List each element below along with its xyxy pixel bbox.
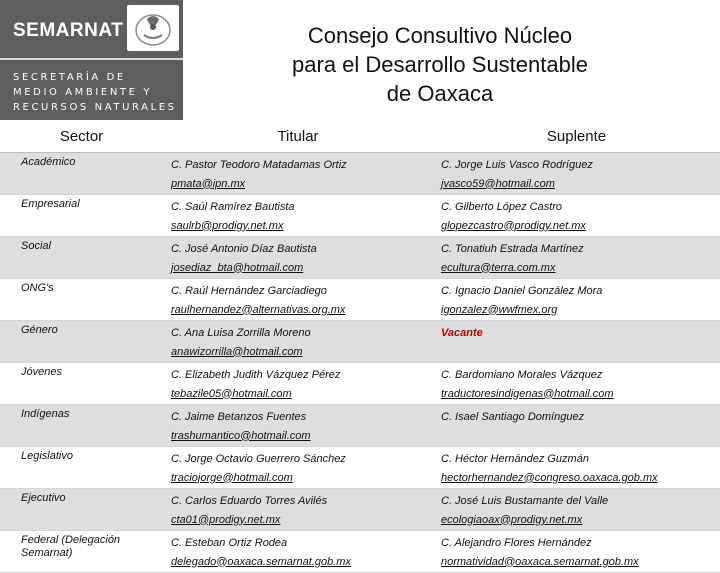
suplente-cell	[433, 194, 720, 236]
table-row	[0, 488, 720, 530]
suplente-name: C. Gilberto López Castro	[441, 200, 563, 213]
suplente-email-link[interactable]: igonzalez@wwfmex.org	[441, 303, 558, 316]
suplente-email-link[interactable]: traductoresindigenas@hotmail.com	[441, 387, 614, 400]
titular-cell	[163, 320, 433, 362]
suplente-name: C. Héctor Hernández Guzmán	[441, 452, 589, 465]
suplente-cell	[433, 404, 720, 446]
titular-name: C. Carlos Eduardo Torres Avilés	[171, 494, 328, 507]
suplente-cell	[433, 362, 720, 404]
suplente-name: C. José Luis Bustamante del Valle	[441, 494, 609, 507]
table-row	[0, 236, 720, 278]
titular-cell	[163, 278, 433, 320]
table-row	[0, 278, 720, 320]
table-row	[0, 530, 720, 572]
table-row	[0, 152, 720, 194]
table-row	[0, 320, 720, 362]
column-header-suplente: Suplente	[433, 121, 720, 152]
suplente-name: C. Isael Santiago Domínguez	[441, 410, 585, 423]
suplente-name: C. Jorge Luis Vasco Rodríguez	[441, 158, 593, 171]
titular-cell	[163, 446, 433, 488]
titular-cell	[163, 236, 433, 278]
suplente-email-link[interactable]: hectorhernandez@congreso.oaxaca.gob.mx	[441, 471, 658, 484]
titular-name: C. Esteban Ortiz Rodea	[171, 536, 288, 549]
table-row	[0, 194, 720, 236]
suplente-name: C. Alejandro Flores Hernández	[441, 536, 592, 549]
table-row	[0, 362, 720, 404]
semarnat-logo	[0, 0, 183, 120]
suplente-email-link[interactable]: jvasco59@hotmail.com	[441, 177, 555, 190]
logo-subtitle-line: MEDIO AMBIENTE Y	[13, 87, 153, 98]
sector-cell: Ejecutivo	[0, 488, 163, 530]
suplente-cell	[433, 488, 720, 530]
suplente-cell	[433, 446, 720, 488]
suplente-email-link[interactable]: normatividad@oaxaca.semarnat.gob.mx	[441, 555, 639, 568]
suplente-name: C. Bardomiano Morales Vázquez	[441, 368, 603, 381]
titular-cell	[163, 362, 433, 404]
titular-email-link[interactable]: josediaz_bta@hotmail.com	[171, 261, 304, 274]
suplente-email-link[interactable]: ecultura@terra.com.mx	[441, 261, 556, 274]
suplente-cell	[433, 152, 720, 194]
logo-divider	[0, 58, 183, 60]
sector-cell: Jóvenes	[0, 362, 163, 404]
titular-cell	[163, 194, 433, 236]
titular-name: C. Raúl Hernández Garciadiego	[171, 284, 327, 297]
titular-email-link[interactable]: saulrb@prodigy.net.mx	[171, 219, 284, 232]
logo-subtitle-line: SECRETARÍA DE	[13, 72, 126, 83]
table-header-row	[0, 121, 720, 152]
logo-subtitle	[13, 70, 177, 115]
suplente-email-link[interactable]: glopezcastro@prodigy.net.mx	[441, 219, 586, 232]
suplente-cell	[433, 530, 720, 572]
titular-email-link[interactable]: trashumantico@hotmail.com	[171, 429, 311, 442]
titular-name: C. José Antonio Díaz Bautista	[171, 242, 317, 255]
titular-name: C. Jaime Betanzos Fuentes	[171, 410, 307, 423]
titular-email-link[interactable]: delegado@oaxaca.semarnat.gob.mx	[171, 555, 351, 568]
sector-cell: Indígenas	[0, 404, 163, 446]
sector-cell: Género	[0, 320, 163, 362]
suplente-name: C. Ignacio Daniel González Mora	[441, 284, 603, 297]
page-title	[230, 21, 650, 108]
suplente-name: C. Tonatiuh Estrada Martínez	[441, 242, 584, 255]
sector-cell: ONG's	[0, 278, 163, 320]
sector-cell: Legislativo	[0, 446, 163, 488]
titular-cell	[163, 152, 433, 194]
titular-email-link[interactable]: anawizorrilla@hotmail.com	[171, 345, 303, 358]
titular-cell	[163, 488, 433, 530]
titular-cell	[163, 404, 433, 446]
logo-name: SEMARNAT	[13, 20, 124, 41]
titular-name: C. Saúl Ramírez Bautista	[171, 200, 295, 213]
suplente-cell	[433, 236, 720, 278]
suplente-cell	[433, 320, 720, 362]
sector-cell: Social	[0, 236, 163, 278]
titular-name: C. Jorge Octavio Guerrero Sánchez	[171, 452, 346, 465]
titular-cell	[163, 530, 433, 572]
titular-name: C. Elizabeth Judith Vázquez Pérez	[171, 368, 341, 381]
titular-email-link[interactable]: traciojorge@hotmail.com	[171, 471, 293, 484]
suplente-email-link[interactable]: ecologiaoax@prodigy.net.mx	[441, 513, 583, 526]
sector-cell: Federal (Delegación Semarnat)	[0, 530, 163, 572]
titular-email-link[interactable]: pmata@ipn.mx	[171, 177, 246, 190]
title-line: de Oaxaca	[386, 81, 494, 106]
table-row	[0, 404, 720, 446]
title-line: para el Desarrollo Sustentable	[292, 52, 588, 77]
column-header-titular: Titular	[163, 121, 433, 152]
council-table	[0, 121, 720, 573]
suplente-name: Vacante	[441, 326, 483, 339]
suplente-cell	[433, 278, 720, 320]
sector-cell: Empresarial	[0, 194, 163, 236]
titular-email-link[interactable]: raulhernandez@alternativas.org.mx	[171, 303, 346, 316]
title-line: Consejo Consultivo Núcleo	[307, 23, 573, 48]
coat-of-arms-icon	[127, 5, 179, 51]
titular-email-link[interactable]: tebazile05@hotmail.com	[171, 387, 292, 400]
titular-email-link[interactable]: cta01@prodigy.net.mx	[171, 513, 281, 526]
logo-subtitle-line: RECURSOS NATURALES	[13, 102, 177, 113]
titular-name: C. Ana Luisa Zorrilla Moreno	[171, 326, 311, 339]
sector-cell: Académico	[0, 152, 163, 194]
titular-name: C. Pastor Teodoro Matadamas Ortiz	[171, 158, 347, 171]
table-row	[0, 446, 720, 488]
column-header-sector: Sector	[0, 121, 163, 152]
